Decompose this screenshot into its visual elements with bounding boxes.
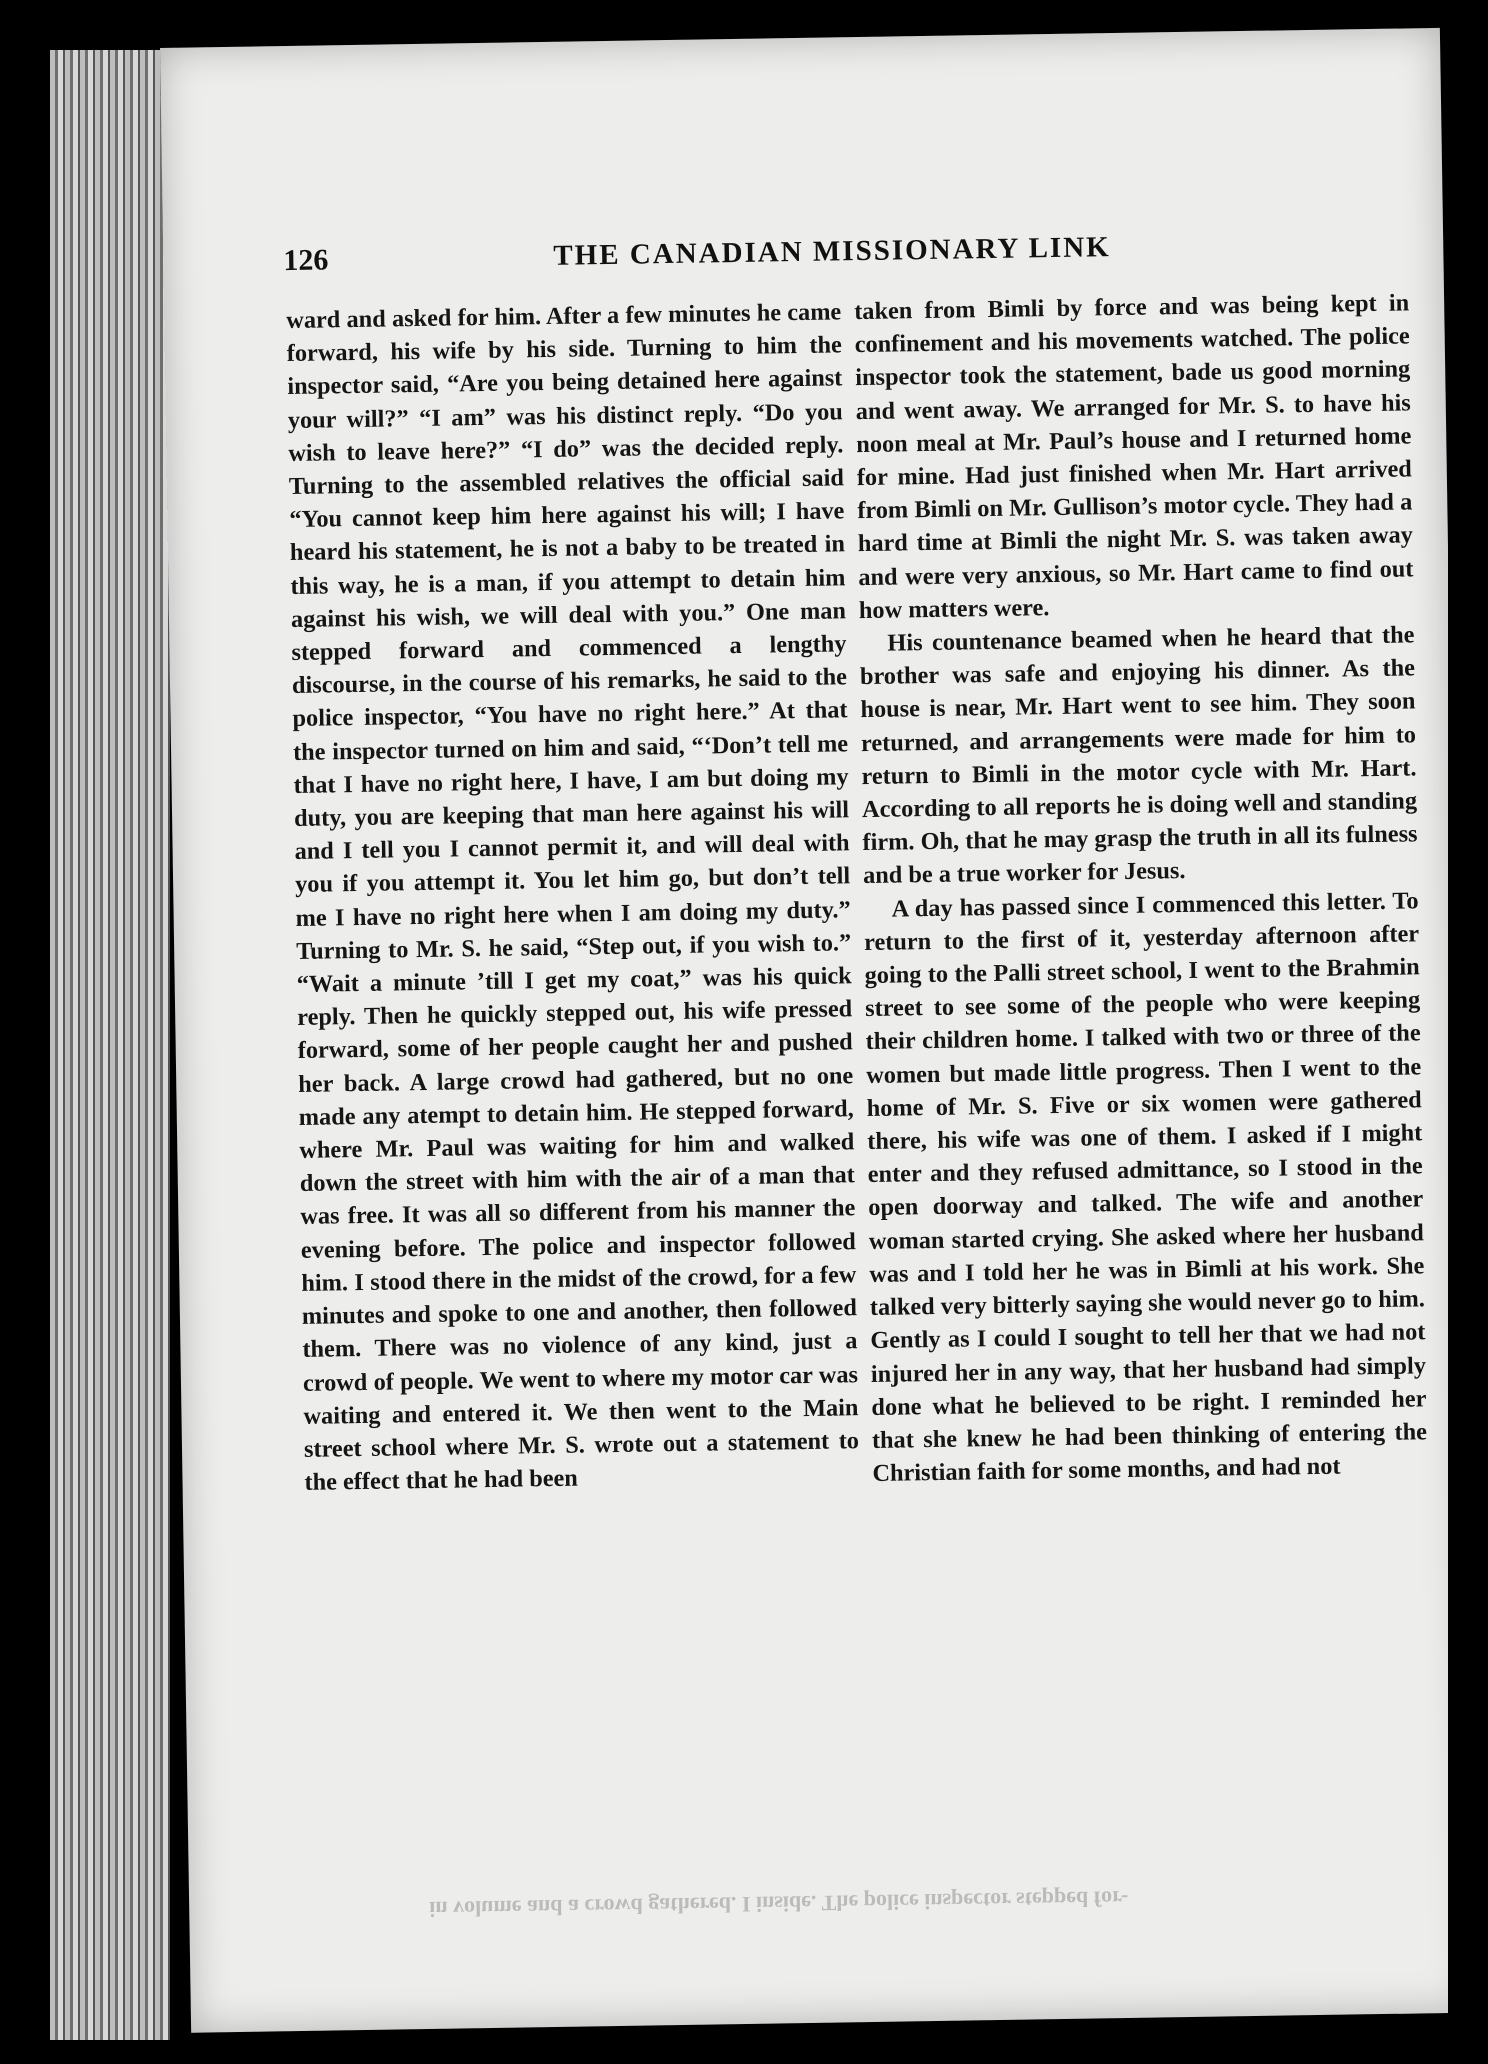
paragraph: His countenance beamed when he heard that the brother was safe and enjoying his dinner. As the house is near, Mr. Hart went to see him. They soon returned, and arrangements were made for him to return to Bimli in the motor cycle with Mr. Hart. According to all reports he is doing well and standing firm. Oh, that he may grasp the truth in all its fulness and be a true worker for Jesus.: [859, 621, 1418, 890]
running-title: THE CANADIAN MISSIONARY LINK: [553, 231, 1111, 272]
page-header: [283, 226, 1464, 295]
scan-border: [1448, 0, 1488, 2064]
paragraph: taken from Bimli by force and was being kept in confinement and his movements watched. The police inspector took the statement, bade us good morning and went away. We arranged for Mr. S. to have his noon meal at Mr. Paul’s house and I returned home for mine. Had just finished when Mr. Hart arrived from Bimli on Mr. Gullison’s motor cycle. They had a hard time at Bimli the night Mr. S. was taken away and were very anxious, so Mr. Hart came to find out how matters were.: [854, 289, 1414, 624]
book-page: [160, 28, 1471, 2033]
paragraph: A day has passed since I commenced this letter. To return to the first of it, yesterday afternoon after going to the Palli street school, I went to the Brahmin street to see some of the people who were keeping their children home. I talked with two or three of the women but made little progress. Then I went to the home of Mr. S. Five or six women were gathered there, his wife was one of them. I asked if I might enter and they refused admittance, so I stood in the open doorway and talked. The wife and another woman started crying. She asked where her husband was and I told her he was in Bimli at his work. She talked very bitterly saying she would never go to him. Gently as I could I sought to tell her that we had not injured her in any way, that her husband had simply done what he believed to be right. I reminded her that she knew he had been thinking of entering the Christian faith for some months, and had not: [863, 886, 1428, 1488]
bleed-through-text: in volume and a crowd gathered. I inside. The police inspector stepped for-: [429, 1886, 1129, 1922]
left-column: [286, 295, 860, 1499]
right-column: [854, 286, 1428, 1490]
paragraph: ward and asked for him. After a few minutes he came forward, his wife by his side. Turning to him the inspector said, “Are you being detained here against your will?” “I am” was his distinct reply. “Do you wish to leave here?” “I do” was the decided reply. Turning to the assembled relatives the official said “You cannot keep him here against his will; I have heard his statement, he is not a baby to be treated in this way, he is a man, if you attempt to detain him against his wish, we will deal with you.” One man stepped forward and commenced a lengthy discourse, in the course of his remarks, he said to the police inspector, “You have no right here.” At that the inspector turned on him and said, “‘Don’t tell me that I have no right here, I have, I am but doing my duty, you are keeping that man here against his will and I tell you I cannot permit it, and will deal with you if you attempt it. You let him go, but don’t tell me I have no right here when I am doing my duty.” Turning to Mr. S. he said, “Step out, if you wish to.” “Wait a minute ’till I get my coat,” was his quick reply. Then he quickly stepped out, his wife pressed forward, some of her people caught her and pushed her back. A large crowd had gathered, but no one made any atempt to detain him. He stepped forward, where Mr. Paul was waiting for him and walked down the street with him with the air of a man that was free. It was all so different from his manner the evening before. The police and inspector followed him. I stood there in the midst of the crowd, for a few minutes and spoke to one and another, then followed them. There was no violence of any kind, just a crowd of people. We went to where my motor car was waiting and entered it. We then went to the Main street school where Mr. S. wrote out a statement to the effect that he had been: [286, 298, 860, 1497]
page-number: 126: [283, 243, 329, 278]
book-page-edges: [50, 50, 170, 2040]
